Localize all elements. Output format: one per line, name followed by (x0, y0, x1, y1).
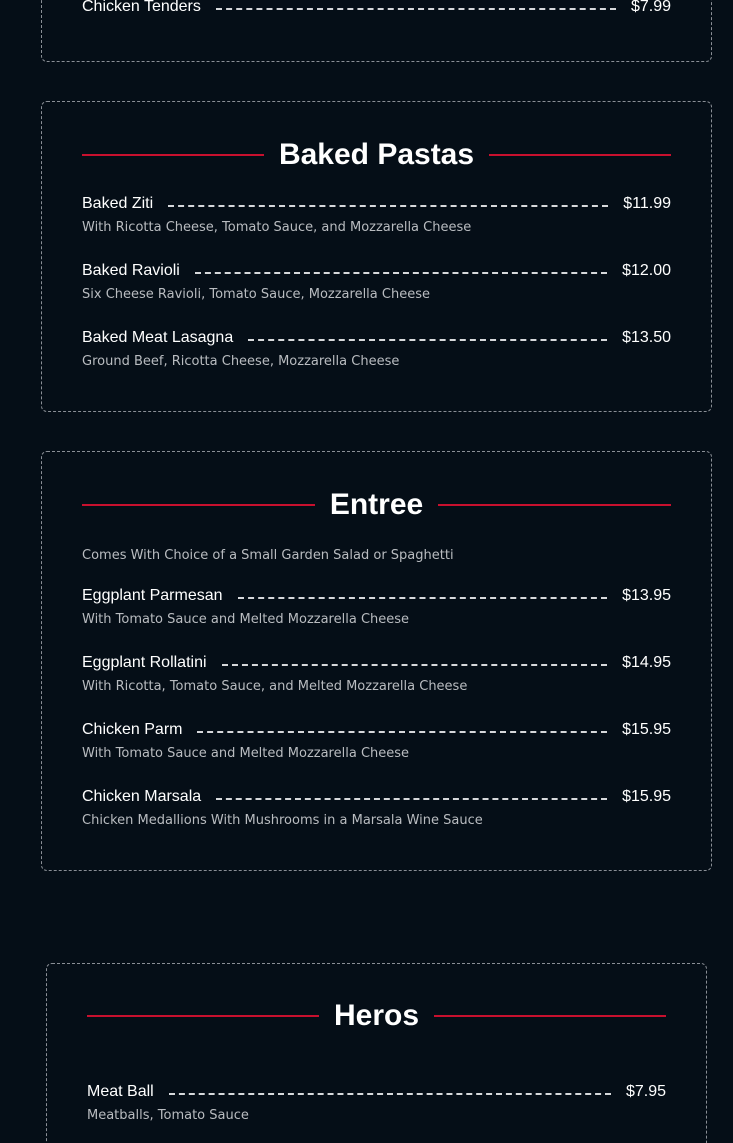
menu-item (82, 719, 671, 761)
menu-item-price: $13.95 (622, 587, 671, 604)
menu-item-name: Meat Ball (87, 1083, 154, 1100)
menu-item-name: Chicken Parm (82, 721, 183, 738)
menu-item-description: Six Cheese Ravioli, Tomato Sauce, Mozzarella Cheese (82, 287, 430, 302)
menu-item-price: $14.95 (622, 654, 671, 671)
dotted-leader (248, 339, 607, 341)
section-title: Heros (333, 999, 420, 1032)
menu-item-name: Chicken Tenders (82, 0, 201, 15)
menu-item (82, 193, 671, 235)
menu-item-description: With Tomato Sauce and Melted Mozzarella Cheese (82, 746, 410, 761)
menu-item (82, 786, 671, 828)
menu-item-description: With Tomato Sauce and Melted Mozzarella Cheese (82, 612, 410, 627)
menu-item-price: $12.00 (622, 262, 671, 279)
heading-rule-right (438, 504, 671, 506)
menu-item-name: Baked Ravioli (82, 262, 180, 279)
menu-item-name: Baked Ziti (82, 195, 154, 212)
dotted-leader (238, 597, 608, 599)
heading-rule-left (87, 1015, 319, 1017)
menu-item (82, 585, 671, 627)
section-title: Entree (329, 488, 424, 521)
section-heading (82, 135, 671, 175)
menu-item-price: $7.95 (625, 1083, 666, 1100)
menu-item-name: Chicken Marsala (82, 788, 202, 805)
menu-item (87, 1081, 666, 1123)
menu-item-description: With Ricotta, Tomato Sauce, and Melted Mozzarella Cheese (82, 679, 468, 694)
menu-section-card (41, 0, 712, 62)
section-note: Comes With Choice of a Small Garden Salad or Spaghetti (82, 548, 454, 563)
dotted-leader (216, 8, 616, 10)
entree-section (41, 451, 712, 871)
menu-item-price: $15.95 (622, 721, 671, 738)
heading-rule-left (82, 504, 315, 506)
dotted-leader (168, 205, 608, 207)
heading-rule-right (489, 154, 671, 156)
dotted-leader (195, 272, 607, 274)
section-heading (87, 996, 666, 1036)
dotted-leader (169, 1093, 611, 1095)
menu-item-price: $7.99 (630, 0, 671, 15)
menu-item (82, 0, 671, 18)
menu-item-description: Meatballs, Tomato Sauce (87, 1108, 249, 1123)
menu-item-price: $13.50 (622, 329, 671, 346)
dotted-leader (216, 798, 607, 800)
baked-pastas-section (41, 101, 712, 412)
menu-item (82, 652, 671, 694)
heading-rule-right (434, 1015, 666, 1017)
dotted-leader (222, 664, 608, 666)
menu-item (82, 327, 671, 369)
menu-item-name: Eggplant Parmesan (82, 587, 223, 604)
menu-item-name: Baked Meat Lasagna (82, 329, 234, 346)
section-heading (82, 485, 671, 525)
menu-item-name: Eggplant Rollatini (82, 654, 207, 671)
heading-rule-left (82, 154, 264, 156)
heros-section (46, 963, 707, 1143)
menu-item-description: With Ricotta Cheese, Tomato Sauce, and Mozzarella Cheese (82, 220, 472, 235)
menu-item (82, 260, 671, 302)
menu-item-description: Ground Beef, Ricotta Cheese, Mozzarella Cheese (82, 354, 400, 369)
menu-item-description: Chicken Medallions With Mushrooms in a Marsala Wine Sauce (82, 813, 483, 828)
section-title: Baked Pastas (278, 138, 475, 171)
menu-item-price: $15.95 (622, 788, 671, 805)
dotted-leader (197, 731, 607, 733)
menu-item-price: $11.99 (623, 195, 671, 212)
